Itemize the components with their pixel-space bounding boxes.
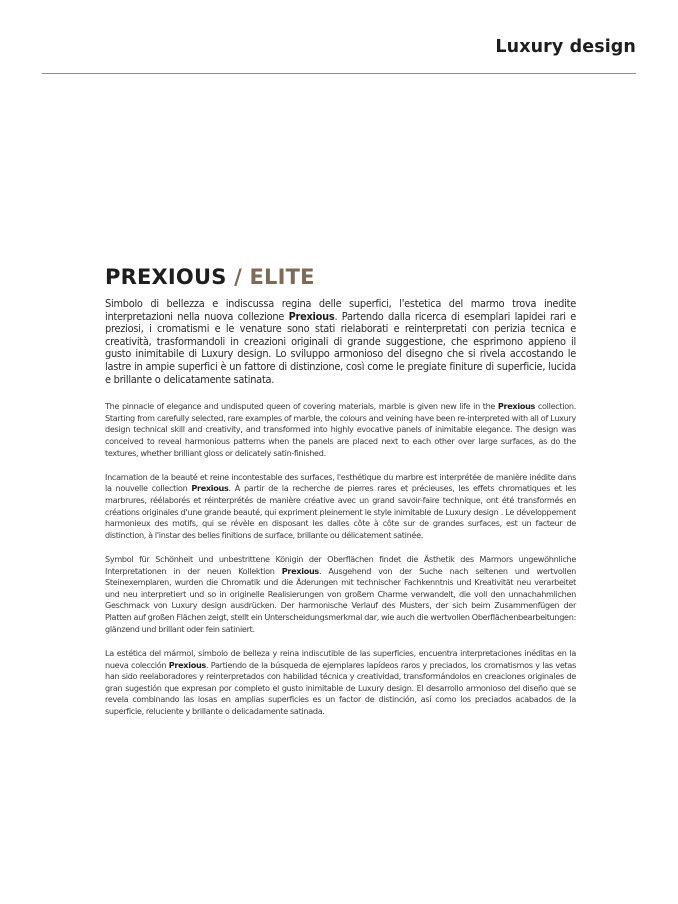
header-divider [42,73,636,74]
brand-name: Prexious [168,659,206,670]
paragraph-text: Symbol für Schönheit und unbestrittene Königin der Oberflächen findet die Ästhetik des Marmors ungewöhnliche Interpretationen in der neuen Kollektion [105,554,576,576]
section-title: Luxury design [495,37,636,57]
brand-name: Prexious [497,401,536,412]
paragraph-text: The pinnacle of elegance and undisputed queen of covering materials, marble is given new life in the [105,401,498,412]
paragraph-text: collection. Starting from carefully selected, rare examples of marble, the colours and veining have been re-interpreted with all of Luxury design technical skill and creativity, and transformed into highly evocative panels of inimitable elegance. The design was conceived to reveal harmonious patterns when the panels are placed next to each other over large surfaces, as do the textures, whether brilliant gloss or delicately satin-finished. [105,401,576,458]
paragraph-text: Incarnation de la beauté et reine incontestable des surfaces, l'esthétique du marbre est interprétée de manière inédite dans la nouvelle collection [105,471,576,494]
paragraph-german [105,554,576,635]
paragraph-text: Simbolo di bellezza e indiscussa regina delle superfici, l'estetica del marmo trova inedite interpretazioni nella nuova collezione [105,297,576,323]
heading-series-name: ELITE [249,265,315,289]
brand-name: Prexious [191,483,229,494]
main-content [105,264,576,730]
heading-separator: / [234,265,242,289]
collection-heading [105,264,576,290]
brand-name: Prexious [281,565,319,576]
paragraph-text: . Partiendo de la búsqueda de ejemplares lapídeos raros y preciados, los cromatismos y las vetas han sido reelaboradores y reinterpretados con habilidad técnica y creatividad, transformándolos en creaciones originales de gran sugestión que expresan por completo el gusto inimitable de Luxury design. El desarrollo armonioso del diseño que se revela combinando las losas en amplias superficies es un factor de distinción, así como los preciados acabados de la superficie, reluciente y brillante o delicadamente satinada. [105,659,576,716]
paragraph-french [105,472,576,542]
brand-name: Prexious [288,309,335,323]
paragraph-text: La estética del mármol, símbolo de belleza y reina indiscutible de las superficies, encuentra interpretaciones inéditas en la nueva colección [105,647,576,670]
paragraph-spanish [105,648,576,718]
paragraph-italian [105,298,576,386]
paragraph-text: . Partendo dalla ricerca di esemplari lapidei rari e preziosi, i cromatismi e le venature sono stati rielaborati e reinterpretati con perizia tecnica e creatività, trasformandoli in creazioni originali di grande suggestione, che esprimono appieno il gusto inimitabile di Luxury design. Lo sviluppo armonioso del disegno che si rivela accostando le lastre in ampie superfici è un fattore di distinzione, così come le pregiate finiture di superficie, lucida e brillante o delicatamente satinata. [105,309,577,386]
heading-collection-name: PREXIOUS [105,265,227,289]
paragraph-text: . Ausgehend von der Suche nach seltenen und wertvollen Steinexemplaren, wurden die Chromatik und die Äderungen mit technischer Fachkenntnis und Kreativität neu verarbeitet und neu interpretiert und so in originelle Realisierungen von großem Charme verwandelt, die voll den unnachahmlichen Geschmack von Luxury design ausdrücken. Der harmonische Verlauf des Musters, der sich beim Zusammenfügen der Platten auf großen Flächen zeigt, stellt ein Unterscheidungsmerkmal dar, wie auch die wertvollen Oberflächenbearbeitungen: glänzend und brillant oder fein satiniert. [105,565,576,634]
paragraph-english [105,401,576,459]
paragraph-text: . À partir de la recherche de pierres rares et précieuses, les effets chromatiques et les marbrures, réélaborés et réinterprétés de manière créative avec un grand savoir-faire technique, ont été transformés en créations originales d'une grande beauté, qui expriment pleinement le style inimitable de Luxury design . Le développement harmonieux des motifs, qui se révèle en disposant les dalles côte à côte sur de grandes surfaces, est un facteur de distinction, à l'instar des belles finitions de surface, brillante ou délicatement satinée. [105,483,577,540]
